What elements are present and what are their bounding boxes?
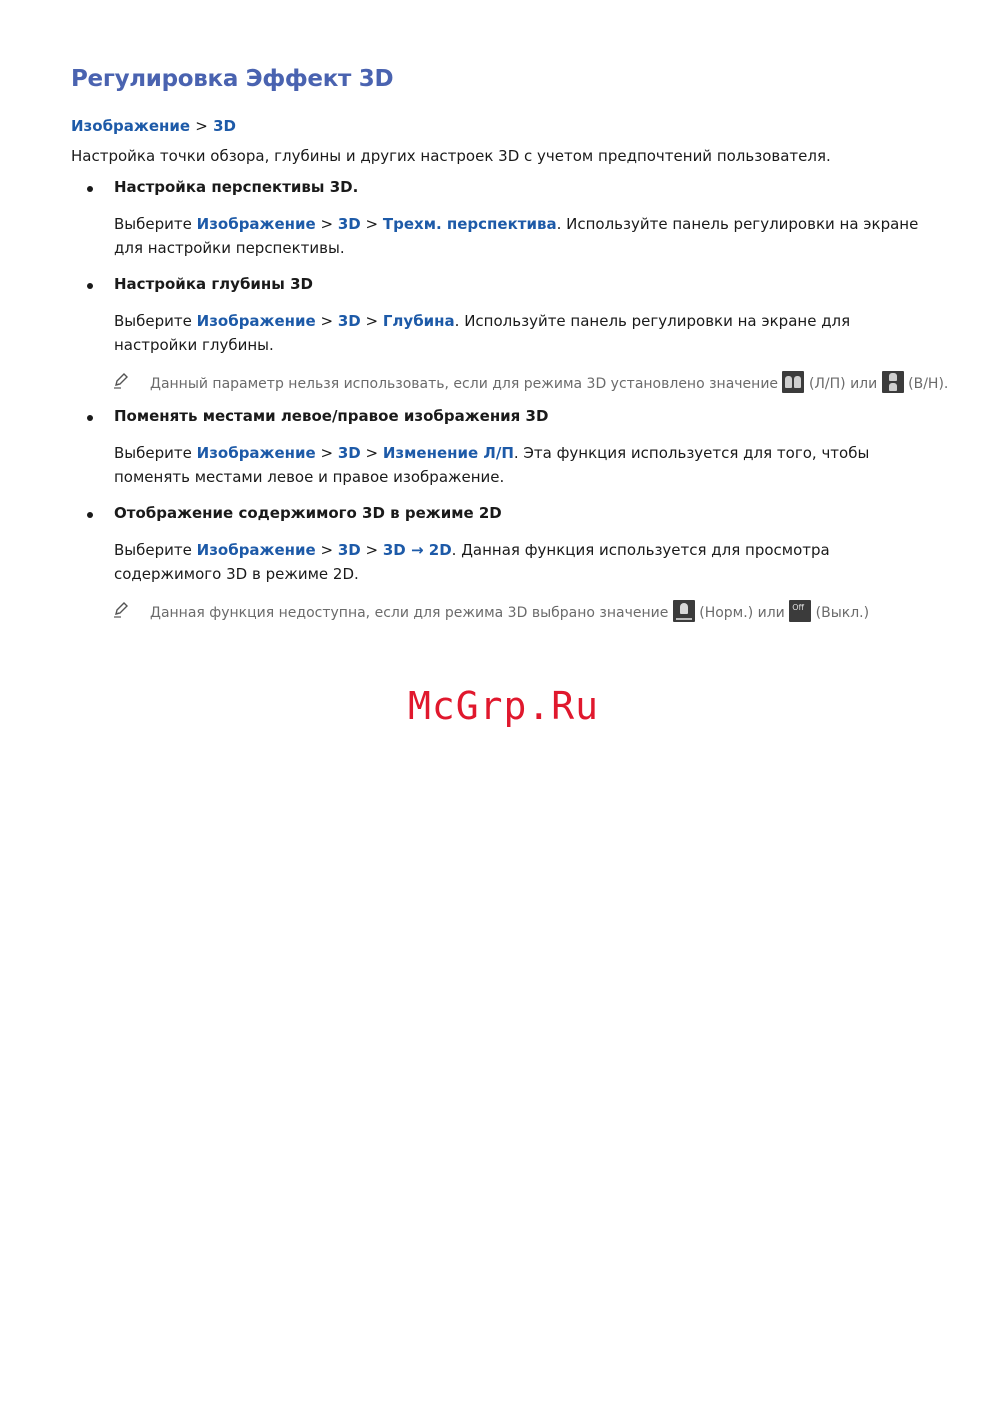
menu-item: 3D xyxy=(337,215,361,233)
menu-separator: > xyxy=(320,215,334,233)
section-title: Настройка перспективы 3D. xyxy=(114,178,359,196)
menu-item: Изображение xyxy=(196,312,316,330)
intro-text: Настройка точки обзора, глубины и других настроек 3D с учетом предпочтений пользователя. xyxy=(71,147,831,165)
bullet-icon xyxy=(87,512,93,518)
instruction-verb: Выберите xyxy=(114,215,192,233)
bullet-icon xyxy=(87,186,93,192)
menu-item: 3D → 2D xyxy=(382,541,452,559)
note-text-part: (Л/П) или xyxy=(808,376,878,392)
note-text-part: (Норм.) или xyxy=(699,605,785,621)
menu-item: Трехм. перспектива xyxy=(382,215,557,233)
normal-mode-icon xyxy=(673,600,695,622)
menu-item: 3D xyxy=(337,541,361,559)
instruction-verb: Выберите xyxy=(114,444,192,462)
instruction-verb: Выберите xyxy=(114,541,192,559)
menu-item: Глубина xyxy=(382,312,455,330)
menu-separator: > xyxy=(365,541,379,559)
page-title: Регулировка Эффект 3D xyxy=(71,66,394,92)
menu-separator: > xyxy=(365,215,379,233)
menu-item: Изображение xyxy=(196,541,316,559)
instruction-text: . Эта функция используется для того, чтобы поменять местами левое и правое изображение. xyxy=(114,444,870,486)
note-text-part: (В/Н). xyxy=(908,376,949,392)
section-instructions xyxy=(114,212,924,260)
instruction-text: . Используйте панель регулировки на экране для настройки перспективы. xyxy=(114,215,919,257)
menu-path xyxy=(71,117,236,135)
section-instructions xyxy=(114,309,924,357)
instruction-text: . Данная функция используется для просмотра содержимого 3D в режиме 2D. xyxy=(114,541,830,583)
menu-item: Изменение Л/П xyxy=(382,444,514,462)
note-text-part: Данный параметр нельзя использовать, если для режима 3D установлено значение xyxy=(150,376,779,392)
menu-separator: > xyxy=(365,444,379,462)
note-text-part: Данная функция недоступна, если для режима 3D выбрано значение xyxy=(150,605,669,621)
note-text xyxy=(150,600,869,622)
bullet-icon xyxy=(87,283,93,289)
note-text-part: (Выкл.) xyxy=(815,605,870,621)
pencil-icon xyxy=(112,600,130,618)
note xyxy=(112,371,949,392)
side-by-side-icon xyxy=(782,371,804,393)
menu-separator: > xyxy=(320,444,334,462)
bullet-icon xyxy=(87,415,93,421)
menu-path-item: Изображение xyxy=(71,117,191,135)
menu-separator: > xyxy=(365,312,379,330)
section-title: Отображение содержимого 3D в режиме 2D xyxy=(114,504,502,522)
instruction-verb: Выберите xyxy=(114,312,192,330)
section-title: Настройка глубины 3D xyxy=(114,275,313,293)
menu-path-item: 3D xyxy=(213,117,236,135)
menu-item: 3D xyxy=(337,312,361,330)
menu-item: Изображение xyxy=(196,215,316,233)
watermark: McGrp.Ru xyxy=(408,684,600,728)
off-mode-icon xyxy=(789,600,811,622)
note-text xyxy=(150,371,948,393)
section-title: Поменять местами левое/правое изображения 3D xyxy=(114,407,549,425)
menu-path-separator: > xyxy=(195,117,208,135)
section-instructions xyxy=(114,441,924,489)
off-icon-label: Off xyxy=(792,603,805,612)
top-bottom-icon xyxy=(882,371,904,393)
note xyxy=(112,600,870,621)
menu-item: Изображение xyxy=(196,444,316,462)
pencil-icon xyxy=(112,371,130,389)
section-instructions xyxy=(114,538,924,586)
instruction-text: . Используйте панель регулировки на экране для настройки глубины. xyxy=(114,312,851,354)
menu-separator: > xyxy=(320,312,334,330)
menu-item: 3D xyxy=(337,444,361,462)
menu-separator: > xyxy=(320,541,334,559)
